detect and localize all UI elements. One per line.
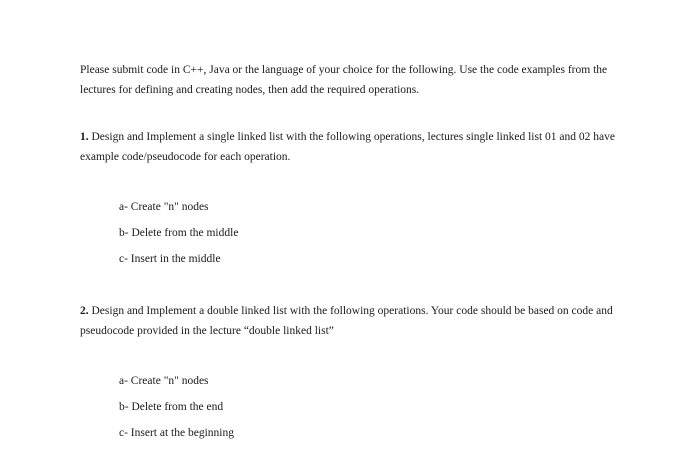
question-1-text: Design and Implement a single linked list with the following operations, lectures single linked list 01 and 02 have example code/pseudocode for each operation. [80, 131, 615, 163]
question-2 [80, 301, 640, 341]
question-1-number: 1. [80, 131, 89, 143]
question-2-item-a: a- Create "n" nodes [119, 375, 209, 387]
question-1-item-a: a- Create "n" nodes [119, 201, 209, 213]
question-2-number: 2. [80, 305, 89, 317]
question-1-item-b: b- Delete from the middle [119, 227, 239, 239]
question-2-item-c: c- Insert at the beginning [119, 427, 234, 439]
question-2-text: Design and Implement a double linked list with the following operations. Your code should be based on code and pseudocode provided in the lecture “double linked list” [80, 305, 613, 337]
question-2-item-b: b- Delete from the end [119, 401, 224, 413]
intro-paragraph: Please submit code in C++, Java or the language of your choice for the following. Use the code examples from the lectures for defining and creating nodes, then add the required operations. [80, 64, 608, 96]
question-1 [80, 127, 640, 167]
question-1-item-c: c- Insert in the middle [119, 253, 221, 265]
